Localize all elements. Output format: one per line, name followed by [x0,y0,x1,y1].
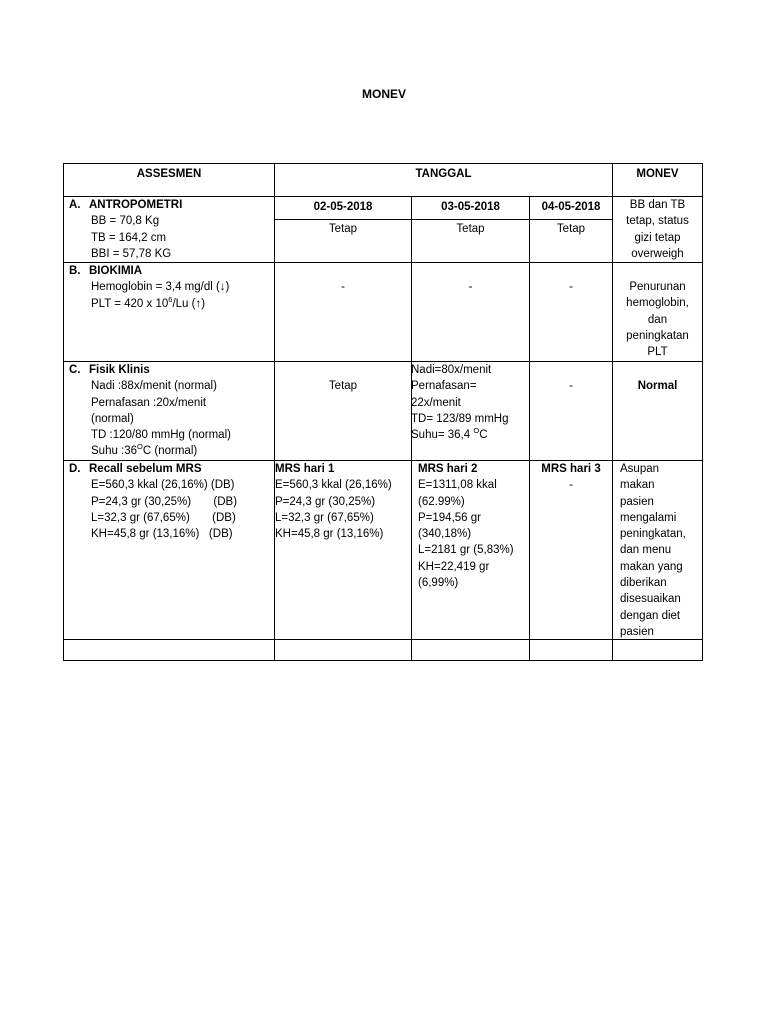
antropometri-cell [69,197,271,262]
biokimia-day3: - [569,281,573,293]
plt-exponent: 6 [168,294,173,304]
monev-line: makan yang [620,560,683,573]
row-divider [275,219,612,220]
plt-prefix: PLT = 420 x 10 [91,297,169,310]
mrs-day-heading: MRS hari 2 [418,463,478,475]
biokimia-monev [613,279,702,360]
monev-line: disesuaikan [620,593,681,606]
row-letter: A. [69,199,81,211]
mrs-day-heading: MRS hari 1 [275,463,335,475]
fisik-line: Pernafasan :20x/menit [91,396,207,409]
recall-day2-line: (62.99%) [418,495,465,508]
monev-line: gizi tetap [634,231,681,244]
monev-line: tetap, status [626,215,689,228]
recall-day2-line: (340,18%) [418,528,472,541]
recall-day2-line: KH=22,419 gr [418,560,490,573]
degree-sign: O [473,426,480,436]
header-tanggal: TANGGAL [415,168,472,180]
row-letter: B. [69,265,81,277]
degree-sign: O [137,442,143,452]
section-heading: BIOKIMIA [89,265,143,277]
recall-day1-line: P=24,3 gr (30,25%) [275,495,376,508]
antropometri-day3: Tetap [556,223,586,235]
monev-line: overweigh [631,247,684,260]
section-heading: Fisik Klinis [89,364,150,376]
antropometri-day1: Tetap [328,223,358,235]
antropometri-day2: Tetap [456,223,485,235]
antropometri-line: TB = 164,2 cm [91,231,167,244]
suhu-suffix: C [479,429,488,442]
fisik-cell [69,362,271,460]
recall-day2-line: L=2181 gr (5,83%) [418,544,514,557]
recall-line: E=560,3 kkal (26,16%) (DB) [91,479,235,492]
recall-monev [620,461,700,640]
antropometri-line: BBI = 57,78 KG [91,247,172,260]
header-monev: MONEV [636,168,679,180]
monev-line: dan menu [620,544,672,557]
fisik-day2 [411,362,528,443]
recall-day2-line: P=194,56 gr [418,511,481,524]
monev-line: hemoglobin, [626,297,689,310]
recall-day1-line: E=560,3 kkal (26,16%) [275,479,392,492]
fisik-line: TD :120/80 mmHg (normal) [91,429,231,442]
row-letter: C. [69,364,81,376]
monev-line: mengalami [620,511,677,524]
recall-day3-value: - [569,479,573,492]
biokimia-cell [69,263,271,312]
antropometri-line: BB = 70,8 Kg [91,215,160,228]
col-divider [274,164,275,660]
monev-line: pasien [620,625,654,638]
date-3: 04-05-2018 [541,201,601,213]
page-title: MONEV [361,87,406,101]
fisik-day3: - [569,380,573,392]
biokimia-day1: - [341,281,345,293]
section-heading: ANTROPOMETRI [89,199,183,211]
fisik-day2-line: 22x/menit [411,396,461,409]
recall-day1-line: KH=45,8 gr (13,16%) [275,528,384,541]
monev-line: dengan diet [620,609,681,622]
antropometri-monev [613,197,702,262]
monev-line: PLT [647,346,668,359]
recall-line: P=24,3 gr (30,25%) (DB) [91,495,238,508]
date-1: 02-05-2018 [313,201,373,213]
suhu-prefix: Suhu :36 [91,445,138,458]
recall-day2-line: (6,99%) [418,577,459,590]
plt-line [69,296,271,312]
recall-day2 [418,461,528,591]
monev-line: BB dan TB [629,199,686,211]
monev-line: dan [647,313,668,326]
biokimia-day2: - [468,281,473,293]
fisik-line: (normal) [91,412,134,425]
monev-line: diberikan [620,577,667,590]
recall-day1 [275,461,410,542]
recall-line: L=32,3 gr (67,65%) (DB) [91,511,236,524]
monev-line: peningkatan [626,329,689,342]
monev-table [63,163,703,661]
fisik-monev: Normal [637,380,678,392]
col-divider [529,196,530,660]
monev-line: pasien [620,495,654,508]
mrs-day-heading: MRS hari 3 [541,463,601,475]
date-2: 03-05-2018 [441,201,500,213]
monev-line: peningkatan, [620,528,686,541]
fisik-line: Nadi :88x/menit (normal) [91,380,217,393]
fisik-day2-suhu [411,427,528,443]
section-heading: Recall sebelum MRS [89,463,202,475]
row-letter: D. [69,463,81,475]
suhu-line [69,443,271,459]
suhu-suffix: C (normal) [142,445,198,458]
fisik-day2-line: Nadi=80x/menit [411,364,492,376]
recall-cell [69,461,271,542]
suhu-prefix: Suhu= 36,4 [411,429,474,442]
row-divider [64,639,702,640]
header-assesmen: ASSESMEN [136,168,202,180]
monev-line: makan [620,479,655,492]
fisik-day2-line: TD= 123/89 mmHg [411,412,509,425]
recall-line: KH=45,8 gr (13,16%) (DB) [91,528,233,541]
plt-suffix: /Lu (↑) [172,297,206,310]
monev-line: Asupan [620,463,660,475]
recall-day1-line: L=32,3 gr (67,65%) [275,511,374,524]
monev-line: Penurunan [629,281,686,293]
fisik-day2-line: Pernafasan= [411,380,477,393]
fisik-day1: Tetap [328,380,358,392]
recall-day2-line: E=1311,08 kkal [418,479,497,492]
hemoglobin-line: Hemoglobin = 3,4 mg/dl (↓) [91,281,230,294]
recall-day3 [530,461,612,494]
